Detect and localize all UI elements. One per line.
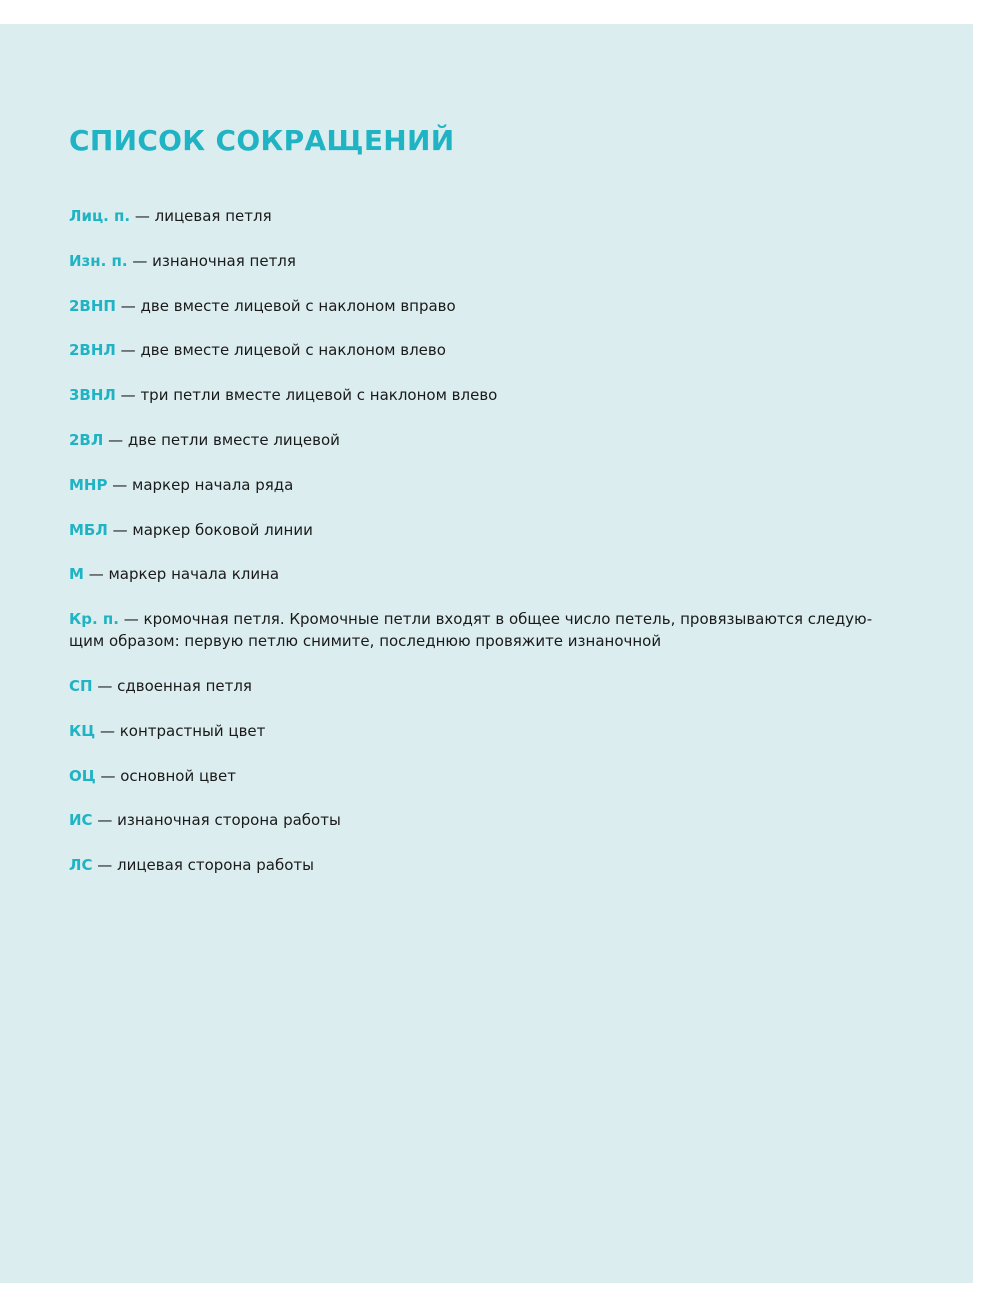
page-title: СПИСОК СОКРАЩЕНИЙ	[69, 124, 455, 157]
abbreviation-term: М	[69, 565, 84, 584]
list-item	[69, 809, 889, 831]
abbreviation-definition: маркер боковой линии	[132, 520, 313, 539]
abbreviation-definition: три петли вместе лицевой с наклоном влево	[140, 386, 498, 405]
abbreviation-term: СП	[69, 676, 93, 695]
list-item	[69, 339, 889, 361]
abbreviation-definition: сдвоенная петля	[117, 676, 252, 695]
abbreviation-term: Лиц. п.	[69, 207, 131, 225]
separator: —	[107, 475, 133, 494]
abbreviation-definition: контрастный цвет	[119, 721, 266, 740]
abbreviation-term: КЦ	[69, 721, 96, 740]
abbreviation-term: ИС	[69, 811, 93, 830]
list-item	[69, 675, 889, 697]
list-item	[69, 519, 889, 541]
abbreviation-definition: лицевая сторона работы	[117, 856, 314, 875]
separator: —	[107, 520, 133, 539]
abbreviation-definition: кромочная петля. Кромочные петли входят в общее число петель, провязываются следую-щим образом: первую петлю снимите, последнюю провяжите изнаночной	[69, 610, 873, 651]
list-item	[69, 608, 889, 652]
list-item	[69, 250, 889, 272]
separator: —	[115, 386, 141, 405]
separator: —	[95, 766, 121, 785]
abbreviation-definition: основной цвет	[120, 766, 236, 785]
abbreviation-definition: изнаночная сторона работы	[117, 811, 341, 830]
abbreviation-term: МНР	[69, 475, 108, 494]
abbreviation-definition: маркер начала ряда	[132, 475, 294, 494]
separator: —	[130, 207, 155, 225]
separator: —	[92, 856, 118, 875]
separator: —	[115, 341, 141, 360]
abbreviation-term: МБЛ	[69, 520, 108, 539]
abbreviation-term: ЛС	[69, 856, 93, 875]
abbreviation-definition: две вместе лицевой с наклоном вправо	[140, 296, 456, 315]
abbreviation-definition: изнаночная петля	[152, 251, 296, 270]
list-item	[69, 384, 889, 406]
list-item	[69, 295, 889, 317]
abbreviation-term: 2ВНП	[69, 296, 116, 315]
abbreviation-definition: лицевая петля	[154, 207, 272, 225]
abbreviation-term: ОЦ	[69, 766, 96, 785]
page-background	[0, 24, 973, 1283]
separator: —	[95, 721, 120, 740]
separator: —	[115, 296, 141, 315]
list-item	[69, 720, 889, 742]
separator: —	[118, 610, 144, 629]
list-item	[69, 563, 889, 585]
separator: —	[83, 565, 109, 584]
abbreviation-definition: две вместе лицевой с наклоном влево	[140, 341, 446, 360]
abbreviation-list	[69, 205, 889, 899]
list-item	[69, 474, 889, 496]
list-item	[69, 205, 889, 227]
list-item	[69, 429, 889, 451]
abbreviation-term: Изн. п.	[69, 251, 128, 270]
separator: —	[92, 676, 118, 695]
separator: —	[127, 251, 153, 270]
list-item	[69, 854, 889, 876]
separator: —	[103, 430, 128, 449]
abbreviation-definition: маркер начала клина	[108, 565, 280, 584]
separator: —	[92, 811, 118, 830]
list-item	[69, 765, 889, 787]
abbreviation-term: Кр. п.	[69, 610, 119, 629]
abbreviation-definition: две петли вместе лицевой	[127, 430, 340, 449]
abbreviation-term: 3ВНЛ	[69, 386, 116, 405]
abbreviation-term: 2ВНЛ	[69, 341, 116, 360]
abbreviation-term: 2ВЛ	[69, 430, 104, 449]
